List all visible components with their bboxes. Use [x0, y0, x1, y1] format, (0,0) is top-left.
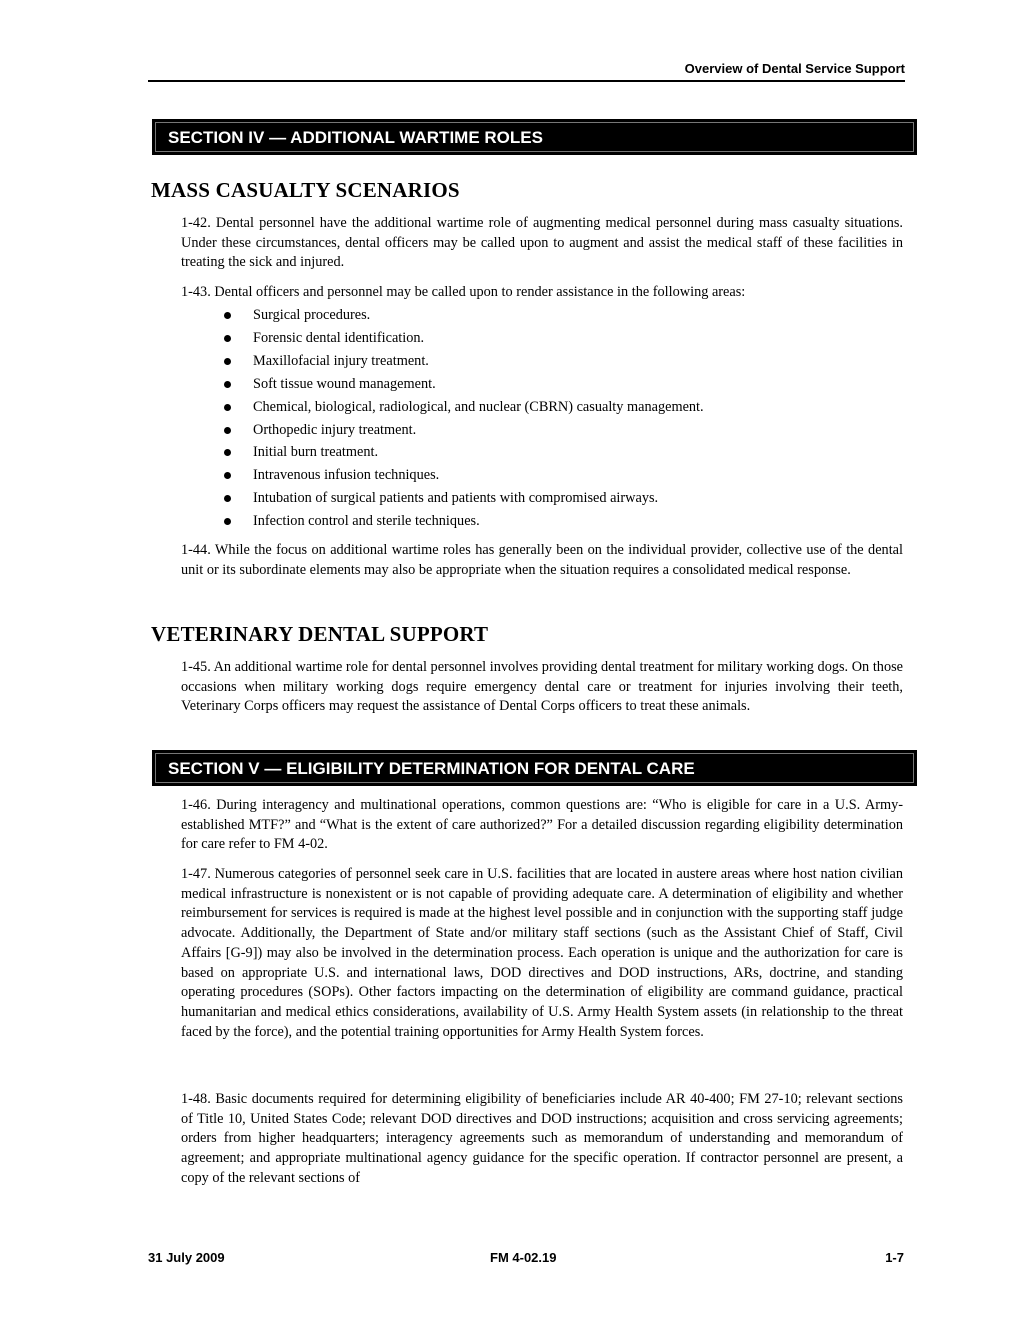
paragraph-1-43: 1-43. Dental officers and personnel may be called upon to render assistance in the following areas:	[181, 284, 746, 300]
paragraph-1-47: 1-47. Numerous categories of personnel seek care in U.S. facilities that are located in austere areas where host nation civilian medical infrastructure is nonexistent or is not capable of providing adequate care. A determination of eligibility and whether reimbursement for services is required is made at the highest level possible and in conjunction with the supporting staff judge advocate. Additionally, the Department of State and/or military staff sections (such as the Assistant Chief of Staff, Civil Affairs [G-9]) may also be involved in the determination process. Each operation is unique and the authorization for care is based on appropriate U.S. and international laws, DOD directives and DOD instructions, ARs, doctrine, and standing operating procedures (SOPs). Other factors impacting on the determination of eligibility are command guidance, practical humanitarian and medical ethics considerations, availability of U.S. Army Health System assets (in relationship to the threat faced by the force), and the potential training opportunities for Army Health System forces.	[181, 866, 903, 1040]
paragraph-1-48: 1-48. Basic documents required for determining eligibility of beneficiaries include AR 40-400; FM 27-10; relevant sections of Title 10, United States Code; relevant DOD directives and DOD instructions; acquisition and cross servicing agreements; orders from higher headquarters; interagency agreements such as memorandum of understanding and memorandum of agreement; and appropriate multinational agency guidance for the specific operation. If contractor personnel are present, a copy of the relevant sections of	[181, 1091, 903, 1186]
bullet-icon	[224, 358, 231, 365]
list-item: Maxillofacial injury treatment.	[224, 350, 704, 373]
assistance-areas-list	[224, 304, 704, 533]
footer-page-number: 1-7	[885, 1250, 904, 1265]
list-item: Intravenous infusion techniques.	[224, 464, 704, 487]
bullet-icon	[224, 427, 231, 434]
veterinary-heading: VETERINARY DENTAL SUPPORT	[151, 622, 489, 646]
bullet-icon	[224, 335, 231, 342]
list-item: Initial burn treatment.	[224, 441, 704, 464]
footer-publication: FM 4-02.19	[490, 1250, 557, 1265]
running-header	[148, 60, 905, 82]
footer-date: 31 July 2009	[148, 1250, 225, 1265]
list-item: Forensic dental identification.	[224, 327, 704, 350]
bullet-icon	[224, 381, 231, 388]
paragraph-1-44: 1-44. While the focus on additional wartime roles has generally been on the individual provider, collective use of the dental unit or its subordinate elements may also be appropriate when the situation requires a consolidated medical response.	[181, 542, 903, 578]
bullet-icon	[224, 404, 231, 411]
mass-casualty-heading: MASS CASUALTY SCENARIOS	[151, 178, 460, 202]
list-item: Soft tissue wound management.	[224, 373, 704, 396]
bullet-icon	[224, 472, 231, 479]
bullet-icon	[224, 449, 231, 456]
running-title: Overview of Dental Service Support	[684, 61, 905, 76]
bullet-icon	[224, 312, 231, 319]
section-iv-title: SECTION IV — ADDITIONAL WARTIME ROLES	[168, 128, 543, 147]
bullet-icon	[224, 495, 231, 502]
list-item: Infection control and sterile techniques.	[224, 510, 704, 533]
list-item: Orthopedic injury treatment.	[224, 419, 704, 442]
list-item: Surgical procedures.	[224, 304, 704, 327]
bullet-icon	[224, 518, 231, 525]
list-item: Intubation of surgical patients and patients with compromised airways.	[224, 487, 704, 510]
paragraph-1-45: 1-45. An additional wartime role for dental personnel involves providing dental treatment for military working dogs. On those occasions when military working dogs require emergency dental care or treatment for injuries involving their teeth, Veterinary Corps officers may request the assistance of Dental Corps officers to treat these animals.	[181, 659, 903, 715]
section-v-banner	[152, 750, 917, 786]
section-iv-banner	[152, 119, 917, 155]
paragraph-1-42: 1-42. Dental personnel have the additional wartime role of augmenting medical personnel during mass casualty situations. Under these circumstances, dental officers may be called upon to augment and assist the medical staff of these facilities in treating the sick and injured.	[181, 215, 903, 271]
list-item: Chemical, biological, radiological, and nuclear (CBRN) casualty management.	[224, 396, 704, 419]
section-v-title: SECTION V — ELIGIBILITY DETERMINATION FOR DENTAL CARE	[168, 759, 695, 778]
paragraph-1-46: 1-46. During interagency and multinational operations, common questions are: “Who is eligible for care in a U.S. Army-established MTF?” and “What is the extent of care authorized?” For a detailed discussion regarding eligibility determination for care refer to FM 4-02.	[181, 797, 903, 853]
